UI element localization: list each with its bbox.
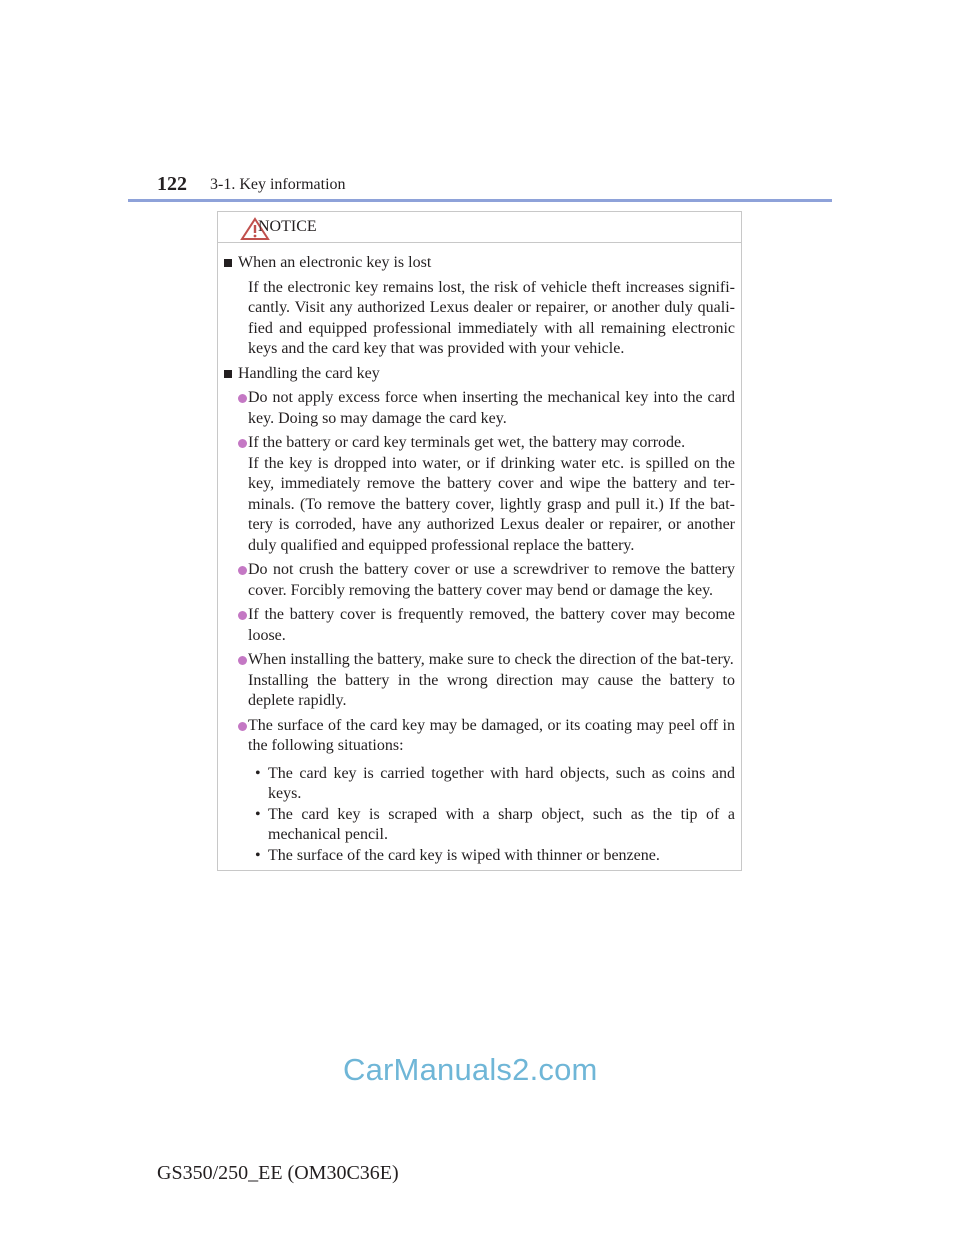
- bullet-item: [224, 605, 735, 646]
- notice-body: [218, 243, 741, 866]
- bullet-dot-icon: [238, 439, 247, 448]
- bullet-item: [224, 560, 735, 601]
- bullet-dot-icon: [238, 722, 247, 731]
- sub-item-text: The surface of the card key is wiped with thinner or benzene.: [268, 846, 660, 864]
- bullet-dot-icon: [238, 656, 247, 665]
- section-heading: [224, 364, 735, 385]
- notice-label: NOTICE: [258, 218, 317, 235]
- bullet-text: Do not apply excess force when inserting the mechanical key into the card key. Doing so may damage the card key.: [248, 389, 735, 427]
- sub-bullet-mark: •: [255, 805, 261, 823]
- bullet-text: If the battery or card key terminals get wet, the battery may corrode.: [248, 434, 686, 451]
- heading-text: When an electronic key is lost: [238, 254, 432, 271]
- heading-text: Handling the card key: [238, 364, 380, 382]
- footer-model-code: GS350/250_EE (OM30C36E): [157, 1162, 399, 1184]
- bullet-text: When installing the battery, make sure to check the direction of the bat-tery.: [248, 651, 734, 668]
- bullet-text: The surface of the card key may be damaged, or its coating may peel off in the following situations:: [248, 716, 735, 754]
- paragraph: If the electronic key remains lost, the risk of vehicle theft increases signifi-cantly. Visit any authorized Lexus dealer or repairer, or another duly quali-fied and equipped professional immediately with all remaining electronic keys and the card key that was provided with your vehicle.: [248, 278, 735, 357]
- bullet-dot-icon: [238, 611, 247, 620]
- sub-item-text: The card key is scraped with a sharp object, such as the tip of a mechanical pencil.: [268, 805, 735, 843]
- sub-bullet-mark: •: [255, 846, 261, 864]
- bullet-item: [224, 388, 735, 429]
- square-bullet-icon: [224, 370, 232, 378]
- sub-list-item: [224, 764, 735, 805]
- bullet-dot-icon: [238, 566, 247, 575]
- sub-bullet-mark: •: [255, 764, 261, 782]
- notice-box: [217, 211, 742, 871]
- section-heading: [224, 253, 735, 274]
- bullet-text: Do not crush the battery cover or use a screwdriver to remove the battery cover. Forcibly removing the battery cover may bend or damage the key.: [248, 561, 735, 599]
- bullet-dot-icon: [238, 394, 247, 403]
- sub-list-item: [224, 805, 735, 846]
- paragraph: Installing the battery in the wrong direction may cause the battery to deplete rapidly.: [248, 671, 735, 709]
- header-rule: [128, 199, 832, 202]
- square-bullet-icon: [224, 259, 232, 267]
- section-title: 3-1. Key information: [210, 176, 346, 193]
- bullet-item: [224, 433, 735, 454]
- bullet-text: If the battery cover is frequently removed, the battery cover may become loose.: [248, 606, 735, 644]
- paragraph: If the key is dropped into water, or if drinking water etc. is spilled on the key, immediately remove the battery cover and wipe the battery and ter-minals. (To remove the battery cover, lightly grasp and pull it.) If the bat-tery is corroded, have any authorized Lexus dealer or repairer, or another duly qualified and equipped professional replace the battery.: [248, 454, 735, 554]
- bullet-item: [224, 650, 735, 671]
- sub-list-item: [224, 846, 735, 867]
- watermark: CarManuals2.com: [343, 1052, 598, 1087]
- bullet-item: [224, 716, 735, 757]
- page-number: 122: [157, 173, 187, 195]
- notice-header: [218, 212, 741, 243]
- sub-item-text: The card key is carried together with hard objects, such as coins and keys.: [268, 764, 735, 802]
